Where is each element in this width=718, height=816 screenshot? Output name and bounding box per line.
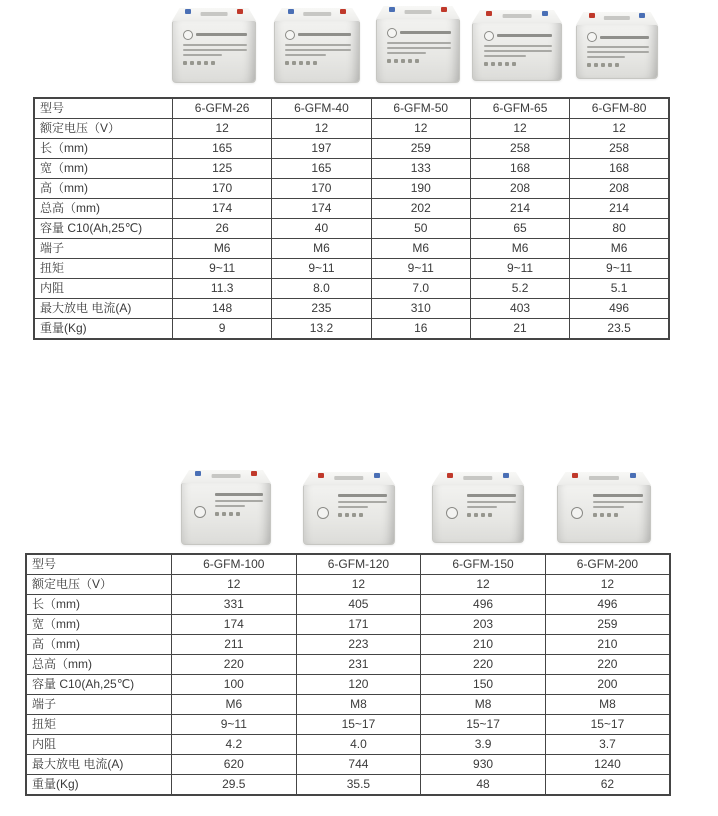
battery-top-face [576, 12, 658, 25]
brand-logo-icon [446, 507, 458, 519]
battery-front-face [472, 23, 562, 81]
spec-value-cell: M6 [371, 239, 470, 259]
battery-front-face [303, 485, 395, 545]
battery-front-face [172, 21, 256, 83]
model-header-cell: 6-GFM-40 [272, 98, 371, 119]
spec-value-cell: 40 [272, 219, 371, 239]
spec-value-cell: 9~11 [272, 259, 371, 279]
spec-value-cell: 223 [296, 635, 421, 655]
spec-value-cell: 26 [173, 219, 272, 239]
battery-vent-strip [405, 10, 432, 14]
spec-value-cell: 15~17 [296, 715, 421, 735]
battery-photo-6-gfm-80 [576, 12, 658, 78]
row-label-cell: 宽（mm) [26, 615, 172, 635]
spec-value-cell: M6 [172, 695, 297, 715]
spec-value-cell: 171 [296, 615, 421, 635]
spec-value-cell: 3.9 [421, 735, 546, 755]
battery-top-face [432, 472, 524, 485]
spec-row [26, 775, 670, 796]
spec-value-cell: 13.2 [272, 319, 371, 340]
spec-value-cell: 12 [173, 119, 272, 139]
spec-value-cell: 174 [172, 615, 297, 635]
battery-label [285, 30, 351, 75]
battery-terminal-blue-icon [288, 9, 294, 14]
spec-value-cell: 620 [172, 755, 297, 775]
spec-row [26, 755, 670, 775]
spec-value-cell: 403 [470, 299, 569, 319]
spec-value-cell: 197 [272, 139, 371, 159]
model-header-cell: 6-GFM-26 [173, 98, 272, 119]
battery-terminal-blue-icon [389, 7, 395, 12]
row-label-cell: 额定电压（V） [34, 119, 173, 139]
spec-value-cell: 214 [570, 199, 669, 219]
battery-terminal-red-icon [447, 473, 453, 478]
model-header-row [34, 98, 669, 119]
spec-value-cell: 48 [421, 775, 546, 796]
spec-value-cell: 258 [570, 139, 669, 159]
spec-value-cell: M8 [296, 695, 421, 715]
spec-value-cell: 16 [371, 319, 470, 340]
row-label-cell: 长（mm) [34, 139, 173, 159]
corner-label-cell: 型号 [34, 98, 173, 119]
spec-value-cell: 170 [173, 179, 272, 199]
battery-front-face [376, 19, 460, 83]
spec-value-cell: 210 [421, 635, 546, 655]
model-header-cell: 6-GFM-50 [371, 98, 470, 119]
spec-value-cell: 3.7 [545, 735, 670, 755]
battery-top-face [274, 8, 360, 21]
spec-row [26, 655, 670, 675]
spec-value-cell: 211 [172, 635, 297, 655]
spec-value-cell: 15~17 [421, 715, 546, 735]
spec-value-cell: 8.0 [272, 279, 371, 299]
spec-value-cell: 5.1 [570, 279, 669, 299]
battery-top-face [376, 6, 460, 19]
row-label-cell: 宽（mm) [34, 159, 173, 179]
row-label-cell: 内阻 [34, 279, 173, 299]
spec-value-cell: 9 [173, 319, 272, 340]
spec-value-cell: 496 [421, 595, 546, 615]
spec-value-cell: 12 [421, 575, 546, 595]
battery-terminal-blue-icon [195, 471, 201, 476]
battery-terminal-red-icon [237, 9, 243, 14]
spec-value-cell: 174 [272, 199, 371, 219]
spec-table-small-models [33, 97, 670, 340]
spec-value-cell: 220 [545, 655, 670, 675]
row-label-cell: 最大放电 电流(A) [34, 299, 173, 319]
spec-row [26, 575, 670, 595]
spec-value-cell: 4.0 [296, 735, 421, 755]
spec-row [34, 139, 669, 159]
battery-vent-strip [303, 12, 331, 16]
spec-row [26, 675, 670, 695]
row-label-cell: 总高（mm) [34, 199, 173, 219]
spec-value-cell: 12 [570, 119, 669, 139]
spec-value-cell: 62 [545, 775, 670, 796]
spec-value-cell: 23.5 [570, 319, 669, 340]
row-label-cell: 重量(Kg) [34, 319, 173, 340]
battery-front-face [432, 485, 524, 543]
spec-table-large-models [25, 553, 671, 796]
spec-value-cell: 9~11 [172, 715, 297, 735]
battery-terminal-red-icon [589, 13, 595, 18]
battery-top-face [472, 10, 562, 23]
battery-terminal-red-icon [251, 471, 257, 476]
battery-terminal-blue-icon [374, 473, 380, 478]
battery-terminal-red-icon [340, 9, 346, 14]
brand-logo-icon [285, 30, 295, 40]
spec-value-cell: 496 [545, 595, 670, 615]
battery-vent-strip [212, 474, 241, 478]
spec-value-cell: 7.0 [371, 279, 470, 299]
spec-value-cell: 50 [371, 219, 470, 239]
spec-row [34, 119, 669, 139]
spec-row [26, 595, 670, 615]
spec-value-cell: 331 [172, 595, 297, 615]
spec-value-cell: 80 [570, 219, 669, 239]
spec-row [34, 319, 669, 340]
row-label-cell: 长（mm) [26, 595, 172, 615]
battery-terminal-blue-icon [542, 11, 548, 16]
battery-terminal-red-icon [572, 473, 578, 478]
battery-photo-6-gfm-50 [376, 6, 460, 82]
spec-value-cell: 29.5 [172, 775, 297, 796]
battery-front-face [181, 483, 271, 545]
battery-label [338, 494, 387, 534]
spec-value-cell: 405 [296, 595, 421, 615]
model-header-cell: 6-GFM-65 [470, 98, 569, 119]
battery-top-face [557, 472, 651, 485]
battery-terminal-blue-icon [630, 473, 636, 478]
spec-value-cell: 12 [272, 119, 371, 139]
spec-row [34, 179, 669, 199]
spec-value-cell: 200 [545, 675, 670, 695]
battery-vent-strip [201, 12, 228, 16]
spec-value-cell: 208 [470, 179, 569, 199]
corner-label-cell: 型号 [26, 554, 172, 575]
spec-row [34, 219, 669, 239]
brand-logo-icon [194, 506, 206, 518]
spec-value-cell: 12 [545, 575, 670, 595]
spec-row [26, 715, 670, 735]
model-header-cell: 6-GFM-150 [421, 554, 546, 575]
spec-value-cell: 12 [172, 575, 297, 595]
spec-value-cell: 120 [296, 675, 421, 695]
battery-vent-strip [463, 476, 492, 480]
model-header-cell: 6-GFM-80 [570, 98, 669, 119]
battery-vent-strip [604, 16, 630, 20]
battery-photo-6-gfm-120 [303, 472, 395, 544]
spec-value-cell: M6 [570, 239, 669, 259]
battery-label [467, 494, 516, 533]
battery-top-face [181, 470, 271, 483]
spec-value-cell: 165 [173, 139, 272, 159]
battery-vent-strip [589, 476, 619, 480]
spec-row [26, 615, 670, 635]
spec-value-cell: M8 [421, 695, 546, 715]
battery-vent-strip [334, 476, 363, 480]
battery-terminal-blue-icon [503, 473, 509, 478]
spec-row [26, 635, 670, 655]
spec-value-cell: 214 [470, 199, 569, 219]
spec-value-cell: 258 [470, 139, 569, 159]
battery-terminal-red-icon [486, 11, 492, 16]
spec-value-cell: 1240 [545, 755, 670, 775]
spec-value-cell: 150 [421, 675, 546, 695]
row-label-cell: 额定电压（V） [26, 575, 172, 595]
battery-label [587, 32, 649, 71]
battery-photo-6-gfm-65 [472, 10, 562, 80]
spec-value-cell: 148 [173, 299, 272, 319]
battery-front-face [557, 485, 651, 543]
spec-row [26, 695, 670, 715]
spec-row [34, 159, 669, 179]
row-label-cell: 最大放电 电流(A) [26, 755, 172, 775]
spec-value-cell: 5.2 [470, 279, 569, 299]
spec-value-cell: 174 [173, 199, 272, 219]
spec-value-cell: 259 [545, 615, 670, 635]
spec-value-cell: 9~11 [470, 259, 569, 279]
spec-row [34, 299, 669, 319]
spec-value-cell: 235 [272, 299, 371, 319]
spec-value-cell: 210 [545, 635, 670, 655]
spec-value-cell: 165 [272, 159, 371, 179]
battery-photo-6-gfm-40 [274, 8, 360, 82]
spec-value-cell: 231 [296, 655, 421, 675]
battery-terminal-red-icon [441, 7, 447, 12]
model-header-row [26, 554, 670, 575]
battery-vent-strip [503, 14, 532, 18]
row-label-cell: 端子 [34, 239, 173, 259]
spec-value-cell: 12 [470, 119, 569, 139]
spec-row [34, 279, 669, 299]
row-label-cell: 容量 C10(Ah,25℃) [34, 219, 173, 239]
spec-value-cell: M6 [173, 239, 272, 259]
spec-value-cell: 133 [371, 159, 470, 179]
row-label-cell: 总高（mm) [26, 655, 172, 675]
spec-value-cell: 190 [371, 179, 470, 199]
brand-logo-icon [387, 28, 397, 38]
model-header-cell: 6-GFM-120 [296, 554, 421, 575]
spec-value-cell: 11.3 [173, 279, 272, 299]
battery-front-face [576, 25, 658, 79]
battery-label [484, 31, 553, 73]
spec-value-cell: 203 [421, 615, 546, 635]
spec-value-cell: 100 [172, 675, 297, 695]
spec-value-cell: 202 [371, 199, 470, 219]
row-label-cell: 高（mm) [34, 179, 173, 199]
spec-value-cell: M6 [272, 239, 371, 259]
row-label-cell: 高（mm) [26, 635, 172, 655]
spec-value-cell: 744 [296, 755, 421, 775]
battery-photo-6-gfm-26 [172, 8, 256, 82]
spec-value-cell: 259 [371, 139, 470, 159]
battery-label [593, 494, 643, 533]
spec-value-cell: 310 [371, 299, 470, 319]
spec-value-cell: 170 [272, 179, 371, 199]
battery-label [183, 30, 247, 75]
battery-photo-6-gfm-200 [557, 472, 651, 542]
brand-logo-icon [484, 31, 494, 41]
spec-value-cell: 125 [173, 159, 272, 179]
spec-value-cell: 930 [421, 755, 546, 775]
spec-value-cell: 4.2 [172, 735, 297, 755]
spec-value-cell: 168 [570, 159, 669, 179]
spec-value-cell: 220 [421, 655, 546, 675]
spec-value-cell: 21 [470, 319, 569, 340]
spec-value-cell: 15~17 [545, 715, 670, 735]
spec-value-cell: M6 [470, 239, 569, 259]
battery-terminal-blue-icon [639, 13, 645, 18]
brand-logo-icon [317, 507, 329, 519]
row-label-cell: 扭矩 [26, 715, 172, 735]
spec-value-cell: M8 [545, 695, 670, 715]
spec-value-cell: 12 [371, 119, 470, 139]
spec-value-cell: 9~11 [371, 259, 470, 279]
battery-label [387, 28, 451, 75]
battery-top-face [172, 8, 256, 21]
spec-value-cell: 9~11 [173, 259, 272, 279]
model-header-cell: 6-GFM-100 [172, 554, 297, 575]
spec-value-cell: 220 [172, 655, 297, 675]
row-label-cell: 重量(Kg) [26, 775, 172, 796]
row-label-cell: 端子 [26, 695, 172, 715]
spec-row [34, 259, 669, 279]
spec-value-cell: 9~11 [570, 259, 669, 279]
spec-row [34, 239, 669, 259]
brand-logo-icon [571, 507, 583, 519]
row-label-cell: 扭矩 [34, 259, 173, 279]
battery-terminal-blue-icon [185, 9, 191, 14]
spec-value-cell: 35.5 [296, 775, 421, 796]
spec-value-cell: 208 [570, 179, 669, 199]
spec-value-cell: 65 [470, 219, 569, 239]
battery-terminal-red-icon [318, 473, 324, 478]
spec-row [34, 199, 669, 219]
spec-row [26, 735, 670, 755]
model-header-cell: 6-GFM-200 [545, 554, 670, 575]
row-label-cell: 内阻 [26, 735, 172, 755]
row-label-cell: 容量 C10(Ah,25℃) [26, 675, 172, 695]
battery-label [215, 493, 263, 535]
brand-logo-icon [587, 32, 597, 42]
battery-front-face [274, 21, 360, 83]
spec-value-cell: 168 [470, 159, 569, 179]
battery-top-face [303, 472, 395, 485]
battery-photo-6-gfm-100 [181, 470, 271, 544]
spec-value-cell: 496 [570, 299, 669, 319]
battery-photo-6-gfm-150 [432, 472, 524, 542]
brand-logo-icon [183, 30, 193, 40]
spec-value-cell: 12 [296, 575, 421, 595]
